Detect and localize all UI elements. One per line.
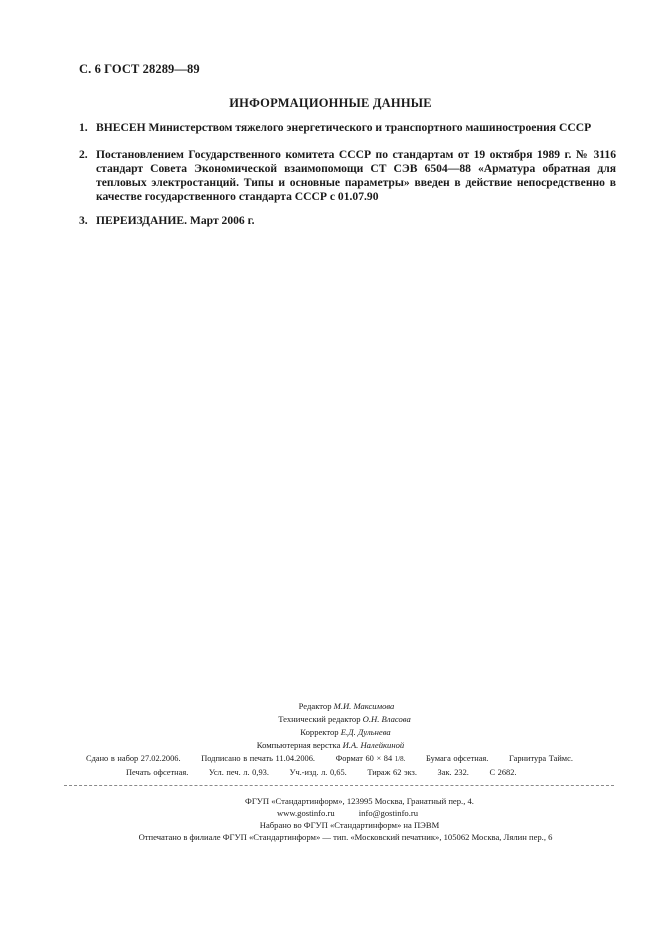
signed-date: Подписано в печать 11.04.2006. xyxy=(201,754,316,763)
print-info-line-2 xyxy=(86,766,606,779)
print-info-line-1 xyxy=(86,752,606,766)
page-header: С. 6 ГОСТ 28289—89 xyxy=(79,62,200,76)
paper-type: Бумага офсетная. xyxy=(426,754,489,763)
printed-info: Отпечатано в филиале ФГУП «Стандартинформ» — тип. «Московский печатник», 105062 Москва, Лялин пер., 6 xyxy=(138,832,553,842)
credit-name: О.Н. Власова xyxy=(362,714,411,724)
paper-format: Формат 60 × 84 xyxy=(335,754,393,763)
print-run: Тираж 62 экз. xyxy=(367,768,417,777)
info-item-2 xyxy=(79,148,616,204)
email-link[interactable]: info@gostinfo.ru xyxy=(358,808,419,818)
typeset-info: Набрано во ФГУП «Стандартинформ» на ПЭВМ xyxy=(259,820,440,830)
item-text: ПЕРЕИЗДАНИЕ. Март 2006 г. xyxy=(96,214,255,227)
credit-label: Компьютерная верстка xyxy=(256,740,341,750)
credit-name: И.А. Налейкиной xyxy=(342,740,405,750)
paper-format-fraction: 1/8. xyxy=(394,755,406,763)
publishing-sheets: Уч.-изд. л. 0,65. xyxy=(289,768,347,777)
print-type: Печать офсетная. xyxy=(126,768,189,777)
editorial-credits xyxy=(0,700,661,752)
credit-label: Корректор xyxy=(300,727,339,737)
credit-editor xyxy=(0,700,661,713)
submitted-date: Сдано в набор 27.02.2006. xyxy=(86,754,181,763)
item-text: ВНЕСЕН Министерством тяжелого энергетического и транспортного машиностроения СССР xyxy=(96,121,592,134)
credit-layout xyxy=(0,739,661,752)
publisher-address: ФГУП «Стандартинформ», 123995 Москва, Гранатный пер., 4. xyxy=(245,796,474,806)
item-number: 1. xyxy=(79,121,88,134)
item-number: 3. xyxy=(79,214,88,227)
credit-name: Е.Д. Дульнева xyxy=(340,727,391,737)
credit-label: Технический редактор xyxy=(278,714,361,724)
info-item-1 xyxy=(79,121,616,135)
credit-tech-editor xyxy=(0,713,661,726)
section-title: ИНФОРМАЦИОННЫЕ ДАННЫЕ xyxy=(229,96,432,110)
code-number: С 2682. xyxy=(489,768,517,777)
dashed-divider xyxy=(64,785,614,786)
publisher-info xyxy=(0,795,661,843)
print-info xyxy=(86,752,606,779)
item-number: 2. xyxy=(79,148,88,161)
order-number: Зак. 232. xyxy=(437,768,469,777)
item-text: Постановлением Государственного комитета СССР по стандартам от 19 октября 1989 г. № 3116 стандарт Совета Экономической взаимопомощи СТ СЭВ 6504—88 «Арматура обратная для тепловых электростанций. Типы и основные параметры» введен в действие непосредственно в качестве государственного стандарта СССР с 01.07.90 xyxy=(96,148,616,203)
publisher-contacts xyxy=(0,807,661,819)
website-link[interactable]: www.gostinfo.ru xyxy=(276,808,335,818)
credit-name: М.И. Максимова xyxy=(333,701,395,711)
typeface: Гарнитура Таймс. xyxy=(508,754,573,763)
credit-proofreader xyxy=(0,726,661,739)
credit-label: Редактор xyxy=(298,701,332,711)
print-sheets: Усл. печ. л. 0,93. xyxy=(208,768,269,777)
info-item-3 xyxy=(79,214,616,228)
